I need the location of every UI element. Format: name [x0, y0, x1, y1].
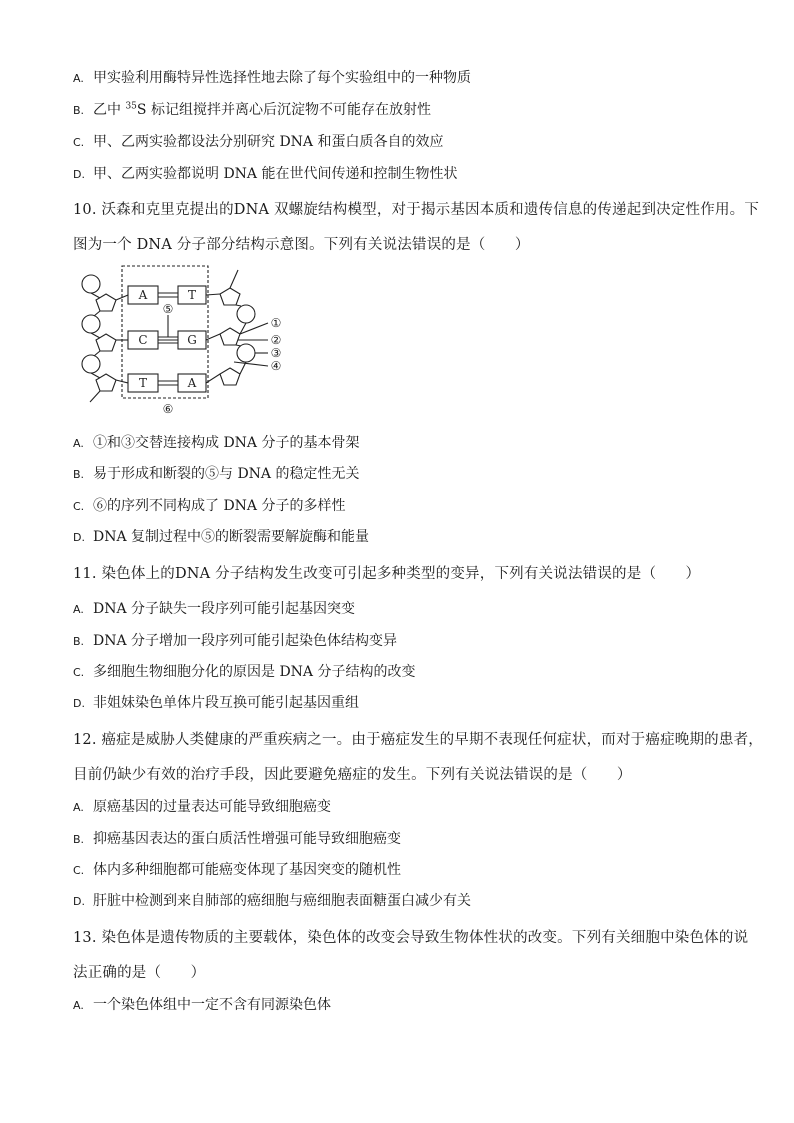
marker-4: ④	[270, 359, 282, 373]
question-13-stem: 13. 染色体是遗传物质的主要载体，染色体的改变会导致生物体性状的改变。下列有关细胞中染色体的说	[73, 930, 749, 946]
dna-structure-diagram	[78, 262, 298, 417]
marker-6: ⑥	[162, 402, 174, 416]
q10-option-b: B. 易于形成和断裂的⑤与 DNA 的稳定性无关	[73, 466, 360, 482]
option-c: C. 甲、乙两实验都设法分别研究 DNA 和蛋白质各自的效应	[73, 134, 444, 150]
q11-option-a: A. DNA 分子缺失一段序列可能引起基因突变	[73, 601, 356, 617]
option-a: A. 甲实验利用酶特异性选择性地去除了每个实验组中的一种物质	[73, 70, 471, 86]
q10-option-c: C. ⑥的序列不同构成了 DNA 分子的多样性	[73, 498, 346, 514]
q10-option-d: D. DNA 复制过程中⑤的断裂需要解旋酶和能量	[73, 529, 370, 545]
marker-1: ①	[270, 316, 282, 330]
question-10-stem-cont: 图为一个 DNA 分子部分结构示意图。下列有关说法错误的是（ ）	[73, 237, 530, 253]
option-b: B. 乙中 $^{35}$S 标记组搅拌并离心后沉淀物不可能存在放射性	[73, 101, 431, 118]
q11-option-b: B. DNA 分子增加一段序列可能引起染色体结构变异	[73, 633, 398, 649]
base-a-left: A	[138, 288, 148, 302]
q11-option-d: D. 非姐妹染色单体片段互换可能引起基因重组	[73, 695, 359, 711]
base-a-right: A	[187, 376, 197, 390]
question-12-stem: 12. 癌症是威胁人类健康的严重疾病之一。由于癌症发生的早期不表现任何症状，而对于癌症晚期的患者，	[73, 732, 763, 748]
base-t-right: T	[187, 288, 197, 302]
question-13-stem-cont: 法正确的是（ ）	[73, 965, 206, 981]
question-11-stem: 11. 染色体上的DNA 分子结构发生改变可引起多种类型的变异，下列有关说法错误的是（ ）	[73, 566, 701, 582]
marker-3: ③	[270, 346, 282, 360]
q13-option-a: A. 一个染色体组中一定不含有同源染色体	[73, 997, 331, 1013]
q10-option-a: A. ①和③交替连接构成 DNA 分子的基本骨架	[73, 435, 360, 451]
marker-2: ②	[270, 333, 282, 347]
question-12-stem-cont: 目前仍缺少有效的治疗手段，因此要避免癌症的发生。下列有关说法错误的是（ ）	[73, 767, 632, 783]
base-c-left: C	[138, 333, 148, 347]
marker-5: ⑤	[162, 302, 174, 316]
q12-option-d: D. 肝脏中检测到来自肺部的癌细胞与癌细胞表面糖蛋白减少有关	[73, 893, 471, 909]
q12-option-b: B. 抑癌基因表达的蛋白质活性增强可能导致细胞癌变	[73, 831, 401, 847]
question-10-stem: 10. 沃森和克里克提出的DNA 双螺旋结构模型，对于揭示基因本质和遗传信息的传递起到决定性作用。下	[73, 202, 760, 218]
base-t-left: T	[138, 376, 148, 390]
base-g-right: G	[187, 333, 197, 347]
q11-option-c: C. 多细胞生物细胞分化的原因是 DNA 分子结构的改变	[73, 664, 416, 680]
q12-option-c: C. 体内多种细胞都可能癌变体现了基因突变的随机性	[73, 862, 401, 878]
q12-option-a: A. 原癌基因的过量表达可能导致细胞癌变	[73, 799, 331, 815]
option-d: D. 甲、乙两实验都说明 DNA 能在世代间传递和控制生物性状	[73, 166, 458, 182]
